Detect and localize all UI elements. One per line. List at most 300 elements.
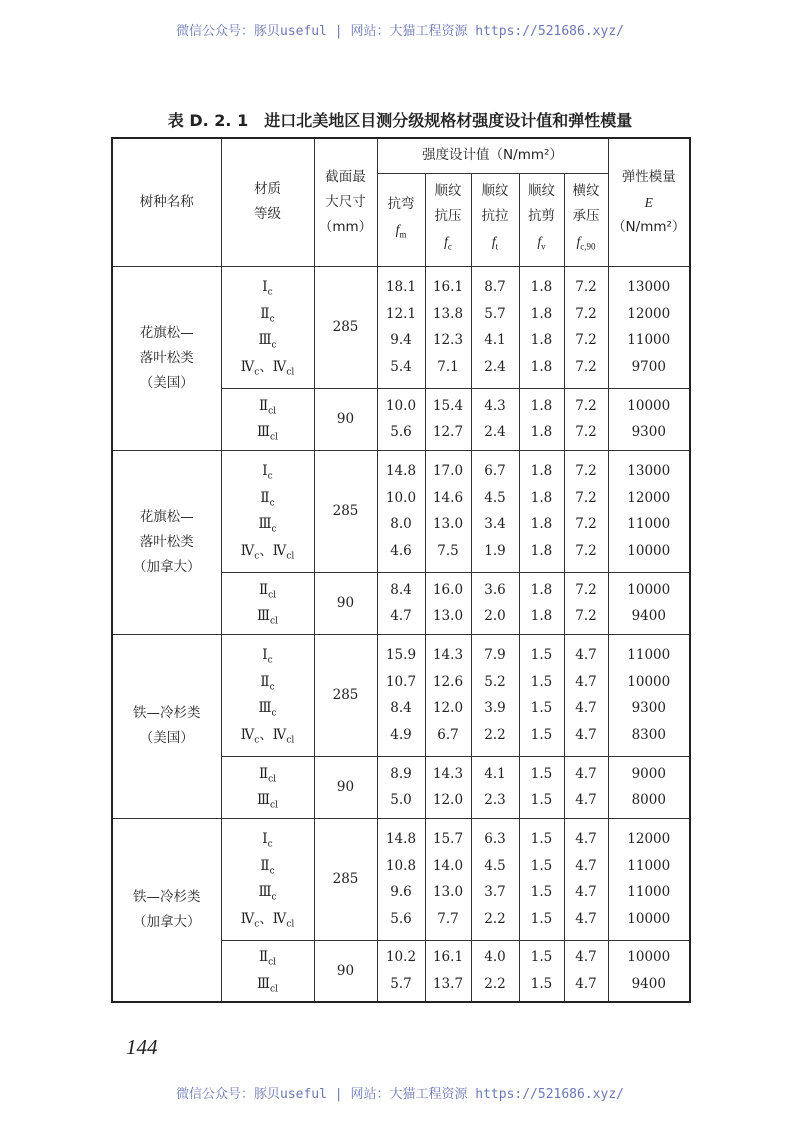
value-cell-modulus-e: [608, 940, 690, 1002]
value: 7.2: [575, 489, 597, 506]
watermark-top: 微信公众号：豚贝useful | 网站：大猫工程资源 https://521686.xyz/: [176, 24, 624, 39]
watermark-bottom: 微信公众号：豚贝useful | 网站：大猫工程资源 https://521686.xyz/: [176, 1087, 624, 1102]
value: 4.7: [575, 726, 597, 743]
grade-sub: cl: [268, 957, 277, 968]
grade-sub: c: [271, 340, 277, 351]
value-cell-fc: [425, 266, 471, 388]
header-line: 抗剪: [528, 208, 555, 225]
value: 7.2: [575, 424, 597, 440]
value: 1.8: [530, 279, 553, 295]
value: 7.2: [575, 608, 597, 624]
grade-cell: [221, 266, 314, 388]
header-line: 等级: [254, 206, 281, 223]
header-line: 横纹: [572, 183, 600, 200]
value: 1.9: [484, 542, 506, 559]
value: 7.2: [575, 581, 597, 598]
value: 2.4: [484, 358, 506, 375]
value-cell-ft: [471, 388, 519, 450]
grade-cell: [221, 940, 314, 1002]
value-cell-fv: [519, 818, 564, 940]
header-line: 弹性模量: [621, 168, 676, 185]
header-size: [314, 138, 377, 266]
value-cell-modulus-e: [608, 388, 690, 450]
grade-sub: cl: [286, 551, 295, 562]
value: 14.6: [432, 489, 464, 506]
header-grade: [221, 138, 314, 266]
size-cell: 90: [314, 572, 377, 634]
value-cell-fv: [519, 266, 564, 388]
value: 10.0: [385, 397, 417, 414]
value: 11000: [627, 857, 671, 874]
value: 12.0: [432, 792, 464, 808]
value: 10000: [627, 581, 671, 598]
value: 3.7: [484, 884, 506, 900]
grade-cell: [221, 818, 314, 940]
value: 9000: [631, 765, 666, 782]
value-cell-fc: [425, 756, 471, 818]
value: 1.8: [530, 424, 553, 440]
value: 4.7: [575, 949, 597, 966]
value: 13.8: [432, 305, 464, 322]
species-name: [112, 634, 221, 818]
value: 5.7: [484, 305, 506, 322]
grade: $Ⅱ_{cl}$: [258, 397, 277, 417]
value: 5.4: [390, 358, 412, 375]
header-symbol-sub: c: [447, 241, 452, 252]
value: 5.6: [390, 424, 412, 440]
value: 14.0: [432, 857, 464, 874]
value-cell-ft: [471, 634, 519, 756]
value: 8.0: [390, 516, 412, 532]
value: 8.9: [390, 765, 412, 782]
grade: $Ⅰ_c$: [262, 279, 273, 298]
value: 3.9: [484, 700, 506, 716]
value: 13000: [627, 279, 671, 295]
value: 1.8: [530, 581, 553, 598]
value: 4.7: [575, 792, 597, 808]
header-symbol: $f_v$: [537, 234, 546, 252]
value-cell-fc: [425, 388, 471, 450]
value: 1.8: [530, 332, 553, 348]
value: 2.2: [484, 910, 506, 927]
grade: $Ⅰ_c$: [262, 831, 273, 850]
header-line: 抗压: [434, 208, 462, 225]
grade: $Ⅲ_{cl}$: [257, 608, 278, 627]
value: 13.0: [432, 608, 464, 624]
value: 1.8: [530, 542, 553, 559]
grade-sub: cl: [268, 406, 277, 417]
grade: $Ⅳ_c$、$Ⅳ_{cl}$: [240, 542, 295, 562]
grade: $Ⅳ_c$、$Ⅳ_{cl}$: [240, 358, 295, 378]
value-cell-fm: [377, 756, 425, 818]
value: 12.1: [385, 305, 417, 322]
value-cell-ft: [471, 450, 519, 572]
value: 4.7: [575, 765, 597, 782]
header-species: 树种名称: [112, 138, 221, 266]
value: 10.8: [385, 857, 417, 874]
grade-sub: c: [267, 839, 273, 850]
grade-sub: cl: [286, 367, 295, 378]
value-cell-fc90: [564, 572, 608, 634]
header-col-0: [377, 173, 425, 266]
grade-cell: [221, 572, 314, 634]
value: 12.7: [432, 424, 464, 440]
value: 10000: [627, 397, 671, 414]
value: 18.1: [385, 279, 417, 295]
header-line: （mm）: [318, 218, 373, 235]
value: 10.7: [385, 673, 417, 690]
value: 12.3: [432, 332, 464, 348]
grade-sub: c: [269, 314, 275, 325]
value: 9700: [631, 358, 666, 375]
value: 4.6: [390, 542, 412, 559]
value: 1.8: [530, 489, 553, 506]
value: 6.7: [484, 463, 506, 479]
grade: $Ⅱ_c$: [260, 857, 275, 877]
value-cell-modulus-e: [608, 756, 690, 818]
value: 4.7: [575, 647, 597, 663]
header-strength-group: 强度设计值（N/mm²）: [377, 138, 608, 173]
value-cell-ft: [471, 818, 519, 940]
value: 1.5: [530, 949, 553, 966]
value-cell-ft: [471, 572, 519, 634]
value-cell-modulus-e: [608, 572, 690, 634]
value: 6.7: [437, 726, 459, 743]
value: 4.7: [575, 857, 597, 874]
value-cell-fv: [519, 756, 564, 818]
grade: $Ⅳ_c$、$Ⅳ_{cl}$: [240, 910, 295, 930]
grade: $Ⅲ_{cl}$: [257, 792, 278, 811]
grade-sub: c: [271, 708, 277, 719]
value: 1.8: [530, 305, 553, 322]
value: 1.8: [530, 463, 553, 479]
value: 3.6: [484, 581, 506, 598]
species-line: 落叶松类: [139, 349, 194, 366]
value-cell-fc90: [564, 818, 608, 940]
value: 4.3: [484, 397, 506, 414]
value: 15.7: [432, 831, 464, 847]
value: 3.4: [484, 516, 506, 532]
value: 7.2: [575, 516, 597, 532]
value-cell-fv: [519, 634, 564, 756]
header-line: 抗拉: [481, 208, 509, 225]
value-cell-fm: [377, 450, 425, 572]
value: 9.4: [390, 332, 412, 348]
grade-sub: c: [271, 892, 277, 903]
value: 13.0: [432, 884, 464, 900]
value: 14.8: [385, 463, 417, 479]
value: 1.5: [530, 910, 553, 927]
value: 1.5: [530, 765, 553, 782]
header-line: 截面最: [325, 168, 366, 185]
size-cell: 285: [314, 818, 377, 940]
value: 1.5: [530, 647, 553, 663]
header-line: （N/mm²）: [612, 218, 686, 235]
value: 12.6: [432, 673, 464, 690]
value: 6.3: [484, 831, 506, 847]
value: 1.5: [530, 831, 553, 847]
value-cell-ft: [471, 940, 519, 1002]
strength-table: [111, 137, 691, 1003]
value: 1.5: [530, 884, 553, 900]
grade: $Ⅲ_{cl}$: [257, 424, 278, 443]
table-caption: 进口北美地区目测分级规格材强度设计值和弹性模量: [264, 111, 633, 130]
value: 1.8: [530, 358, 553, 375]
value: 10.2: [385, 949, 417, 966]
grade-sub: cl: [268, 774, 277, 785]
grade-cell: [221, 756, 314, 818]
species-line: 花旗松—: [139, 324, 194, 341]
value: 8000: [631, 792, 666, 808]
grade-sub: cl: [270, 616, 278, 627]
value: 9300: [631, 424, 666, 440]
value: 7.2: [575, 358, 597, 375]
value: 8.7: [484, 279, 506, 295]
grade-sub: c: [267, 655, 273, 666]
table-title: [0, 108, 800, 131]
value: 10000: [627, 949, 671, 966]
value: 1.8: [530, 397, 553, 414]
value: 10000: [627, 910, 671, 927]
grade: $Ⅱ_c$: [260, 489, 275, 509]
value-cell-fc90: [564, 940, 608, 1002]
value-cell-fv: [519, 572, 564, 634]
value: 7.1: [437, 358, 459, 375]
value: 1.5: [530, 700, 553, 716]
value-cell-fm: [377, 572, 425, 634]
header-col-3: [519, 173, 564, 266]
value: 16.1: [432, 949, 464, 966]
value-cell-fm: [377, 266, 425, 388]
page-number: 144: [126, 1035, 158, 1059]
table-row: [112, 450, 690, 572]
value-cell-fc90: [564, 634, 608, 756]
species-line: （加拿大）: [133, 913, 201, 930]
species-line: （美国）: [139, 730, 194, 746]
value: 5.0: [390, 792, 412, 808]
grade-sub: c: [269, 682, 275, 693]
header-col-2: [471, 173, 519, 266]
grade: $Ⅲ_c$: [258, 884, 277, 903]
grade-cell: [221, 634, 314, 756]
value: 4.5: [484, 857, 506, 874]
value: 9400: [631, 608, 666, 624]
value: 7.5: [437, 542, 459, 559]
species-line: 落叶松类: [139, 533, 194, 550]
grade-sub: c: [269, 866, 275, 877]
grade: $Ⅱ_c$: [260, 673, 275, 693]
value: 14.8: [385, 831, 417, 847]
value: 2.0: [484, 608, 506, 624]
table-row: [112, 818, 690, 940]
header-symbol-sub: c,90: [580, 241, 596, 252]
value: 12.0: [432, 700, 464, 716]
value: 4.1: [484, 765, 506, 782]
value-cell-fm: [377, 388, 425, 450]
grade-sub: cl: [270, 984, 278, 995]
value: 1.8: [530, 516, 553, 532]
value: 14.3: [432, 765, 464, 782]
header-symbol: $f_c$: [444, 234, 452, 252]
grade-sub: c: [267, 471, 273, 482]
size-cell: 90: [314, 940, 377, 1002]
header-modulus: [608, 138, 690, 266]
value: 14.3: [432, 647, 464, 663]
header-col-1: [425, 173, 471, 266]
value: 10.0: [385, 489, 417, 506]
grade-sub: c: [254, 551, 260, 562]
value: 5.7: [390, 975, 412, 992]
value-cell-fm: [377, 818, 425, 940]
grade-sub: cl: [286, 919, 295, 930]
value: 1.5: [530, 857, 553, 874]
value-cell-fc: [425, 818, 471, 940]
value: 17.0: [432, 463, 464, 479]
species-line: 铁—冷杉类: [133, 888, 201, 905]
grade-sub: c: [254, 919, 260, 930]
value: 11000: [627, 884, 671, 900]
value: 1.8: [530, 608, 553, 624]
header-symbol-sub: m: [399, 229, 407, 240]
species-name: [112, 818, 221, 1002]
value: 10000: [627, 673, 671, 690]
value: 7.2: [575, 305, 597, 322]
table-row: [112, 266, 690, 388]
value: 9400: [631, 975, 666, 992]
species-line: 铁—冷杉类: [133, 705, 201, 721]
value: 7.2: [575, 279, 597, 295]
value-cell-modulus-e: [608, 450, 690, 572]
header-line: 顺纹: [434, 183, 462, 200]
grade-sub: c: [271, 524, 277, 535]
grade: $Ⅱ_{cl}$: [258, 949, 277, 968]
value: 11000: [627, 332, 671, 348]
value: 1.5: [530, 673, 553, 690]
grade: $Ⅲ_c$: [258, 516, 277, 535]
grade: $Ⅰ_c$: [262, 463, 273, 482]
value: 15.9: [385, 647, 417, 663]
species-name: [112, 450, 221, 634]
value-cell-fm: [377, 634, 425, 756]
value-cell-fc90: [564, 756, 608, 818]
grade-cell: [221, 450, 314, 572]
value: 4.1: [484, 332, 506, 348]
value: 1.5: [530, 975, 553, 992]
species-line: 花旗松—: [139, 508, 194, 525]
value: 5.6: [390, 910, 412, 927]
value: 15.4: [432, 397, 464, 414]
grade-sub: c: [254, 735, 260, 746]
header-symbol-sub: t: [495, 241, 499, 252]
value-cell-fc90: [564, 450, 608, 572]
value-cell-fm: [377, 940, 425, 1002]
value-cell-fc: [425, 450, 471, 572]
header-line: 承压: [572, 208, 600, 225]
value-cell-fc: [425, 940, 471, 1002]
grade-sub: cl: [286, 735, 295, 746]
value-cell-fc: [425, 572, 471, 634]
header-symbol: $f_m$: [395, 221, 407, 240]
value: 1.5: [530, 792, 553, 808]
value-cell-fv: [519, 388, 564, 450]
value: 2.2: [484, 726, 506, 743]
value: 7.2: [575, 397, 597, 414]
value: 4.7: [575, 831, 597, 847]
grade: $Ⅲ_c$: [258, 332, 277, 351]
value: 16.1: [432, 279, 464, 295]
value: 4.7: [575, 700, 597, 716]
value: 12000: [627, 831, 671, 847]
value: 11000: [627, 516, 671, 532]
value-cell-fc: [425, 634, 471, 756]
value: 4.7: [575, 884, 597, 900]
grade-sub: cl: [270, 432, 278, 443]
value: 16.0: [432, 581, 464, 598]
grade: $Ⅲ_c$: [258, 700, 277, 719]
value: 4.7: [390, 608, 412, 624]
size-cell: 285: [314, 634, 377, 756]
table-number: 表 D. 2. 1: [167, 111, 249, 130]
value: 2.4: [484, 424, 506, 440]
value: 7.9: [484, 647, 506, 663]
value: 7.2: [575, 332, 597, 348]
value: 1.5: [530, 726, 553, 743]
species-line: （美国）: [139, 374, 194, 391]
species-line: （加拿大）: [133, 558, 201, 575]
value-cell-modulus-e: [608, 634, 690, 756]
value: 8.4: [390, 700, 412, 716]
value: 13000: [627, 463, 671, 479]
value: 4.0: [484, 949, 506, 966]
species-name: [112, 266, 221, 450]
value-cell-modulus-e: [608, 818, 690, 940]
header-symbol: $f_{c,90}$: [576, 234, 596, 252]
value: 4.9: [390, 726, 412, 743]
value: 4.5: [484, 489, 506, 506]
value: 12000: [627, 489, 671, 506]
header-line: 抗弯: [387, 195, 415, 212]
value: 13.0: [432, 516, 464, 532]
size-cell: 285: [314, 266, 377, 388]
header-symbol-sub: v: [541, 241, 546, 252]
value-cell-fc90: [564, 388, 608, 450]
table-row: [112, 634, 690, 756]
grade: $Ⅱ_c$: [260, 305, 275, 325]
grade: $Ⅰ_c$: [262, 647, 273, 666]
value-cell-modulus-e: [608, 266, 690, 388]
value: 4.7: [575, 975, 597, 992]
value: 12000: [627, 305, 671, 322]
value: 8.4: [390, 581, 412, 598]
grade-sub: c: [267, 287, 273, 298]
value: 7.7: [437, 910, 459, 927]
value: 4.7: [575, 673, 597, 690]
grade-cell: [221, 388, 314, 450]
value-cell-fv: [519, 940, 564, 1002]
grade-sub: cl: [268, 590, 277, 601]
header-line: 材质: [254, 181, 281, 198]
value: 2.2: [484, 975, 506, 992]
value-cell-fc90: [564, 266, 608, 388]
value: 4.7: [575, 910, 597, 927]
header-line: 大尺寸: [325, 193, 366, 210]
size-cell: 90: [314, 388, 377, 450]
value: 8300: [631, 726, 666, 743]
grade-sub: c: [269, 498, 275, 509]
value-cell-ft: [471, 266, 519, 388]
grade-sub: c: [254, 367, 260, 378]
value-cell-fv: [519, 450, 564, 572]
